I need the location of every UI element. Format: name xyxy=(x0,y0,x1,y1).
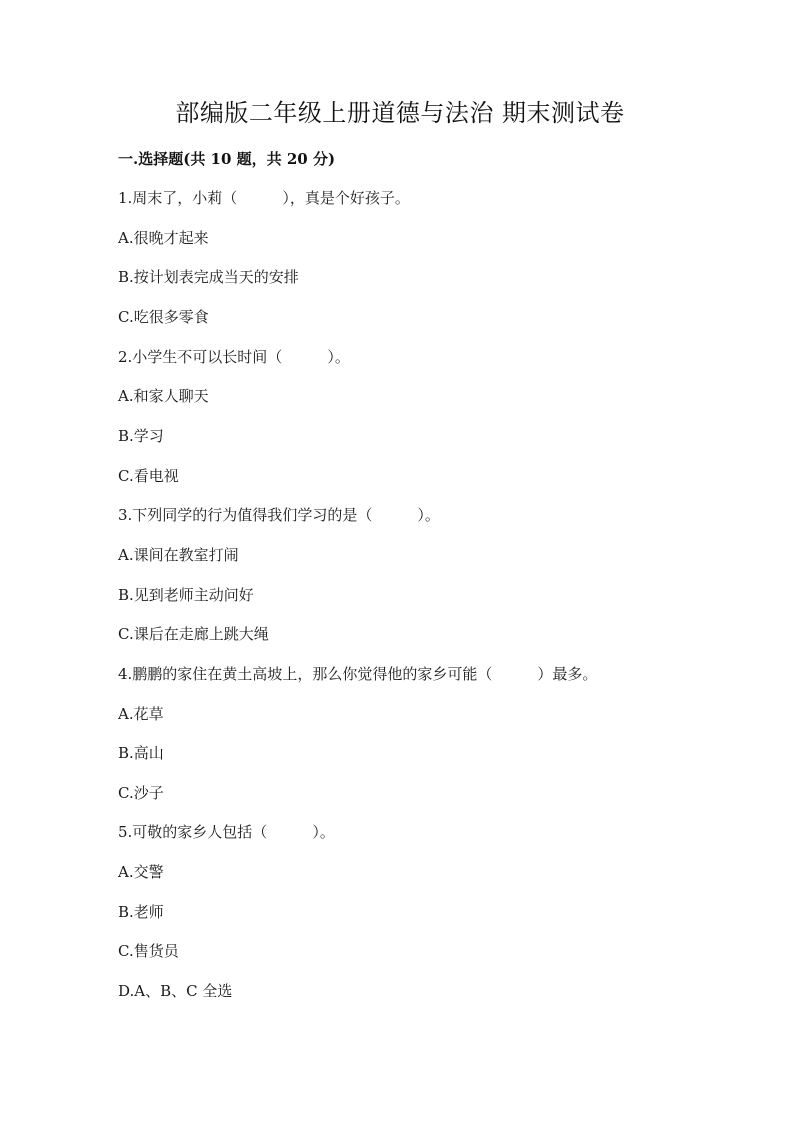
option-2c: C.看电视 xyxy=(118,467,179,485)
question-stem-1: 1.周末了，小莉（ ），真是个好孩子。 xyxy=(118,189,410,207)
option-2a: A.和家人聊天 xyxy=(118,387,209,405)
option-2b: B.学习 xyxy=(118,427,164,445)
option-4b: B.高山 xyxy=(118,744,164,762)
option-3a: A.课间在教室打闹 xyxy=(118,546,239,564)
option-1a: A.很晚才起来 xyxy=(118,229,209,247)
section-heading: 一.选择题(共 10 题，共 20 分) xyxy=(118,150,336,168)
question-stem-4: 4.鹏鹏的家住在黄土高坡上，那么你觉得他的家乡可能（ ）最多。 xyxy=(118,665,598,683)
option-3b: B.见到老师主动问好 xyxy=(118,586,254,604)
option-3c: C.课后在走廊上跳大绳 xyxy=(118,625,269,643)
option-5c: C.售货员 xyxy=(118,942,179,960)
option-5a: A.交警 xyxy=(118,863,164,881)
question-stem-5: 5.可敬的家乡人包括（ ）。 xyxy=(118,823,335,841)
question-stem-3: 3.下列同学的行为值得我们学习的是（ ）。 xyxy=(118,506,440,524)
page-title: 部编版二年级上册道德与法治 期末测试卷 xyxy=(175,99,625,127)
option-4c: C.沙子 xyxy=(118,784,164,802)
option-5b: B.老师 xyxy=(118,903,164,921)
option-5d: D.A、B、C 全选 xyxy=(118,982,233,1000)
option-1c: C.吃很多零食 xyxy=(118,308,209,326)
option-1b: B.按计划表完成当天的安排 xyxy=(118,268,299,286)
question-stem-2: 2.小学生不可以长时间（ ）。 xyxy=(118,348,350,366)
option-4a: A.花草 xyxy=(118,705,164,723)
